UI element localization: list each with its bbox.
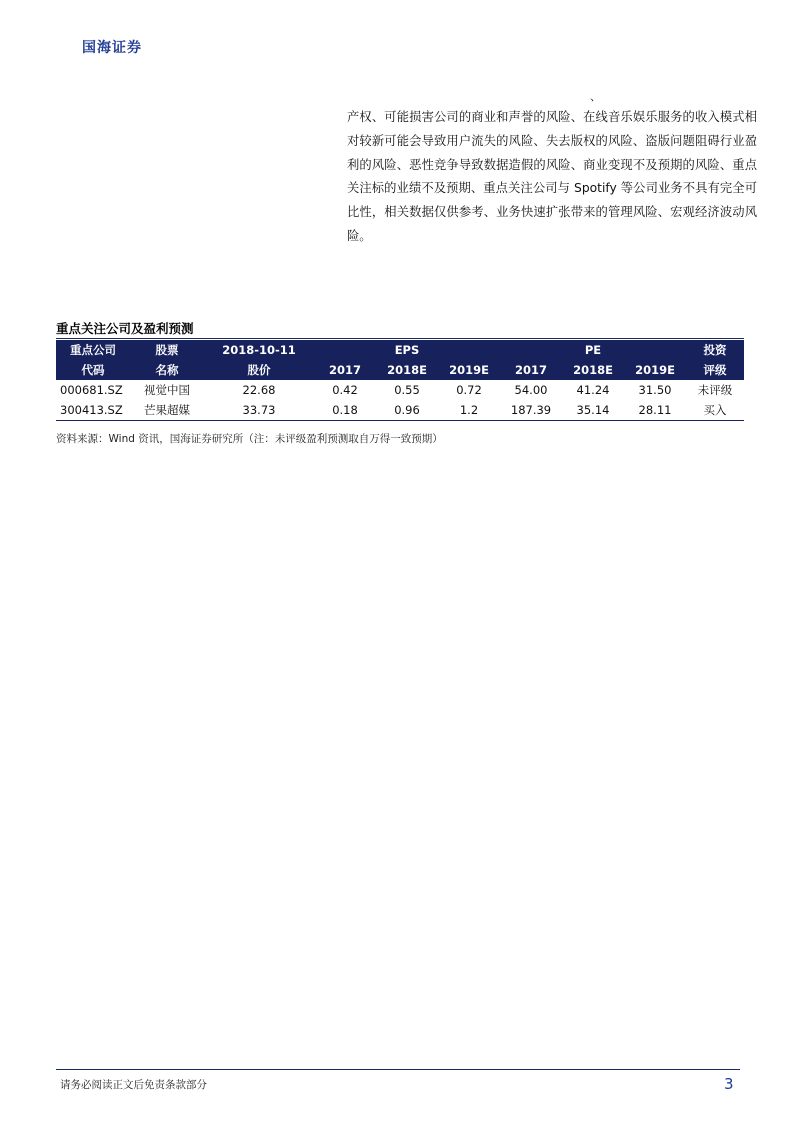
cell-eps-2018e: 0.96: [376, 400, 438, 421]
table-row: [56, 380, 744, 400]
cell-name: 视觉中国: [144, 383, 190, 397]
footer-rule: [56, 1069, 740, 1070]
header-pe-2017: 2017: [500, 360, 562, 380]
header-eps-2019e: 2019E: [438, 360, 500, 380]
header-date: 2018-10-11: [204, 340, 314, 360]
risk-warning-paragraph: 产权、可能损害公司的商业和声誉的风险、在线音乐娱乐服务的收入模式相对较新可能会导致用户流失的风险、失去版权的风险、盗版问题阻碍行业盈利的风险、恶性竞争导致数据造假的风险、商业变现不及预期的风险、重点关注标的业绩不及预期、重点关注公司与 Spotify 等公司业务不具有完全可比性，相关数据仅供参考、业务快速扩张带来的管理风险、宏观经济波动风险。: [347, 110, 757, 243]
header-code: 代码: [56, 360, 130, 380]
cell-eps-2017: 0.18: [314, 400, 376, 421]
table-row: [56, 400, 744, 421]
header-eps-2018e: 2018E: [376, 360, 438, 380]
header-name: 名称: [130, 360, 204, 380]
cell-pe-2017: 54.00: [514, 383, 548, 397]
table-header-row-2: [56, 360, 744, 380]
table-title: 重点关注公司及盈利预测: [56, 321, 194, 336]
cell-eps-2017: 0.42: [332, 383, 358, 397]
table-source-note: 资料来源：Wind 资讯，国海证券研究所（注：未评级盈利预测取自万得一致预期）: [56, 433, 443, 445]
cell-pe-2019e: 28.11: [624, 400, 686, 421]
cell-name: 芒果超媒: [130, 400, 204, 421]
footer-disclaimer: 请务必阅读正文后免责条款部分: [60, 1079, 207, 1091]
table-top-rule: [56, 338, 744, 339]
header-rating-2: 评级: [686, 360, 744, 380]
header-pe-2019e: 2019E: [624, 360, 686, 380]
cell-eps-2018e: 0.55: [394, 383, 420, 397]
cell-code: 300413.SZ: [56, 400, 130, 421]
cell-pe-2018e: 41.24: [576, 383, 610, 397]
cell-rating: 买入: [686, 400, 744, 421]
cell-pe-2017: 187.39: [500, 400, 562, 421]
forecast-table: [56, 340, 744, 421]
header-pe: PE: [500, 340, 686, 360]
table-header-row-1: [56, 340, 744, 360]
header-eps: EPS: [314, 340, 500, 360]
cell-eps-2019e: 0.72: [456, 383, 482, 397]
stray-mark: 、: [590, 90, 601, 103]
cell-pe-2019e: 31.50: [638, 383, 672, 397]
header-price: 股价: [204, 360, 314, 380]
cell-price: 33.73: [204, 400, 314, 421]
header-company-code: 重点公司: [56, 340, 130, 360]
cell-rating: 未评级: [697, 383, 733, 397]
brand-logo-text: 国海证券: [82, 40, 142, 56]
header-stock: 股票: [130, 340, 204, 360]
cell-code: 000681.SZ: [60, 383, 123, 397]
cell-eps-2019e: 1.2: [438, 400, 500, 421]
header-rating: 投资: [686, 340, 744, 360]
page-number: 3: [724, 1075, 734, 1093]
header-eps-2017: 2017: [314, 360, 376, 380]
cell-pe-2018e: 35.14: [562, 400, 624, 421]
cell-price: 22.68: [242, 383, 276, 397]
header-pe-2018e: 2018E: [562, 360, 624, 380]
